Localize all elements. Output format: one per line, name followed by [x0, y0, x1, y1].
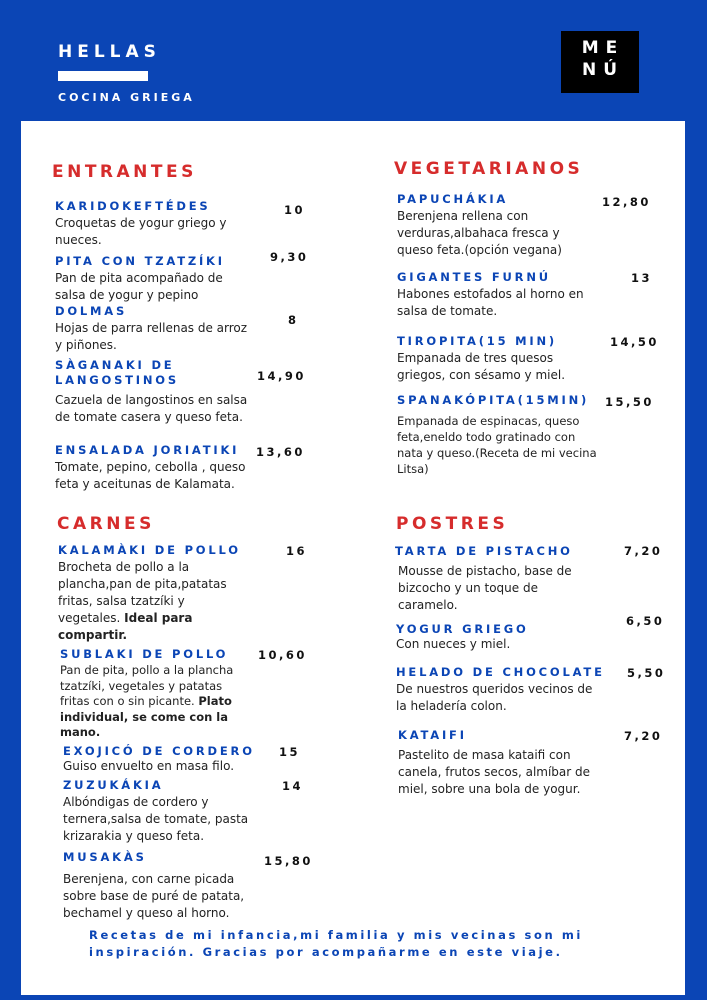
- item-name: SÀGANAKI DE LANGOSTINOS: [55, 358, 179, 387]
- menu-item: [63, 744, 263, 775]
- item-description: [58, 559, 248, 644]
- item-name: ENSALADA JORIATIKI: [55, 443, 240, 457]
- menu-item: [398, 728, 598, 798]
- item-price: 15,50: [605, 395, 654, 409]
- item-note: Ideal para compartir.: [58, 611, 193, 642]
- item-note: Plato individual, se come con la mano.: [60, 694, 232, 739]
- section-title-entrantes: ENTRANTES: [52, 162, 197, 182]
- item-name: TIROPITA(15 MIN): [397, 334, 557, 348]
- item-description: Pan de pita acompañado de salsa de yogur y pepino: [55, 271, 223, 302]
- item-price: 10,60: [258, 648, 307, 662]
- item-name: SUBLAKI DE POLLO: [60, 647, 229, 661]
- menu-badge: [561, 31, 639, 93]
- item-name: KATAIFI: [398, 728, 467, 742]
- menu-item: [55, 443, 255, 493]
- brand-subtitle: COCINA GRIEGA: [58, 91, 195, 104]
- item-name: MUSAKÀS: [63, 850, 147, 864]
- item-description-text: Pan de pita, pollo a la plancha tzatzíki, vegetales y patatas fritas con o sin picante.: [60, 663, 234, 708]
- menu-item: [60, 647, 250, 741]
- item-price: 14: [282, 779, 304, 793]
- menu-item: [397, 192, 582, 259]
- item-name: KARIDOKEFTÉDES: [55, 199, 211, 213]
- menu-item: [396, 622, 596, 653]
- item-name: PITA CON TZATZÍKI: [55, 254, 225, 268]
- menu-item: [396, 665, 626, 715]
- item-name: ZUZUKÁKIA: [63, 778, 164, 792]
- item-price: 14,50: [610, 335, 659, 349]
- item-name: HELADO DE CHOCOLATE: [396, 665, 605, 679]
- item-price: 6,50: [626, 614, 665, 628]
- item-price: 13: [631, 271, 653, 285]
- item-description: Habones estofados al horno en salsa de tomate.: [397, 287, 584, 318]
- item-price: 9,30: [270, 250, 309, 264]
- item-name: PAPUCHÁKIA: [397, 192, 509, 206]
- menu-item: [63, 778, 263, 845]
- menu-item: [55, 254, 255, 304]
- item-name: KALAMÀKI DE POLLO: [58, 543, 241, 557]
- menu-item: [397, 334, 587, 384]
- item-price: 5,50: [627, 666, 666, 680]
- section-title-postres: POSTRES: [396, 514, 509, 534]
- footer-note: Recetas de mi infancia,mi familia y mis vecinas son mi inspiración. Gracias por acompañarme en este viaje.: [89, 928, 583, 959]
- item-price: 7,20: [624, 544, 663, 558]
- menu-badge-line2: NÚ: [581, 60, 625, 81]
- item-price: 8: [288, 313, 299, 327]
- item-name: YOGUR GRIEGO: [396, 622, 529, 636]
- menu-item: [55, 304, 255, 354]
- menu-panel: [21, 121, 685, 995]
- item-price: 14,90: [257, 369, 306, 383]
- item-description: [60, 663, 250, 741]
- menu-item: [55, 358, 255, 426]
- menu-item: [58, 543, 248, 644]
- item-description: Empanada de tres quesos griegos, con sésamo y miel.: [397, 351, 566, 382]
- item-name: EXOJICÓ DE CORDERO: [63, 744, 255, 758]
- item-description: Mousse de pistacho, base de bizcocho y un toque de caramelo.: [398, 564, 572, 612]
- section-title-carnes: CARNES: [57, 514, 155, 534]
- item-price: 15: [279, 745, 301, 759]
- item-description: Berenjena rellena con verduras,albahaca fresca y queso feta.(opción vegana): [397, 209, 562, 257]
- menu-item: [63, 850, 263, 922]
- item-description: Guiso envuelto en masa filo.: [63, 759, 235, 773]
- item-description: Con nueces y miel.: [396, 637, 511, 651]
- item-price: 10: [284, 203, 306, 217]
- menu-item: [397, 270, 587, 320]
- item-price: 16: [286, 544, 308, 558]
- brand-block: [58, 42, 195, 104]
- item-description: Albóndigas de cordero y ternera,salsa de tomate, pasta krizarakia y queso feta.: [63, 795, 249, 843]
- menu-badge-line1: ME: [581, 38, 625, 58]
- item-price: 7,20: [624, 729, 663, 743]
- item-description: Tomate, pepino, cebolla , queso feta y aceitunas de Kalamata.: [55, 460, 246, 491]
- item-description: Cazuela de langostinos en salsa de tomate casera y queso feta.: [55, 393, 248, 424]
- item-price: 15,80: [264, 854, 313, 868]
- item-price: 12,80: [602, 195, 651, 209]
- item-name: SPANAKÓPITA(15MIN): [397, 393, 590, 407]
- item-description-text: Brocheta de pollo a la plancha,pan de pita,patatas fritas, salsa tzatzíki y vegetales.: [58, 560, 227, 625]
- item-description: De nuestros queridos vecinos de la heladería colon.: [396, 682, 593, 713]
- section-title-vegetarianos: VEGETARIANOS: [394, 159, 584, 179]
- menu-item: [395, 544, 595, 614]
- item-description: Croquetas de yogur griego y nueces.: [55, 216, 227, 247]
- item-name: GIGANTES FURNÚ: [397, 270, 551, 284]
- item-name: DOLMAS: [55, 304, 128, 318]
- item-price: 13,60: [256, 445, 305, 459]
- brand-divider: [58, 71, 148, 81]
- menu-item: [397, 393, 597, 477]
- item-name: TARTA DE PISTACHO: [395, 544, 573, 558]
- item-description: Hojas de parra rellenas de arroz y piñones.: [55, 321, 248, 352]
- item-description: Empanada de espinacas, queso feta,eneldo todo gratinado con nata y queso.(Receta de mi vecina Litsa): [397, 414, 597, 476]
- menu-item: [55, 199, 255, 249]
- brand-name: HELLAS: [58, 42, 161, 62]
- item-description: Pastelito de masa kataifi con canela, frutos secos, almíbar de miel, sobre una bola de yogur.: [398, 748, 591, 796]
- item-description: Berenjena, con carne picada sobre base de puré de patata, bechamel y queso al horno.: [63, 872, 245, 920]
